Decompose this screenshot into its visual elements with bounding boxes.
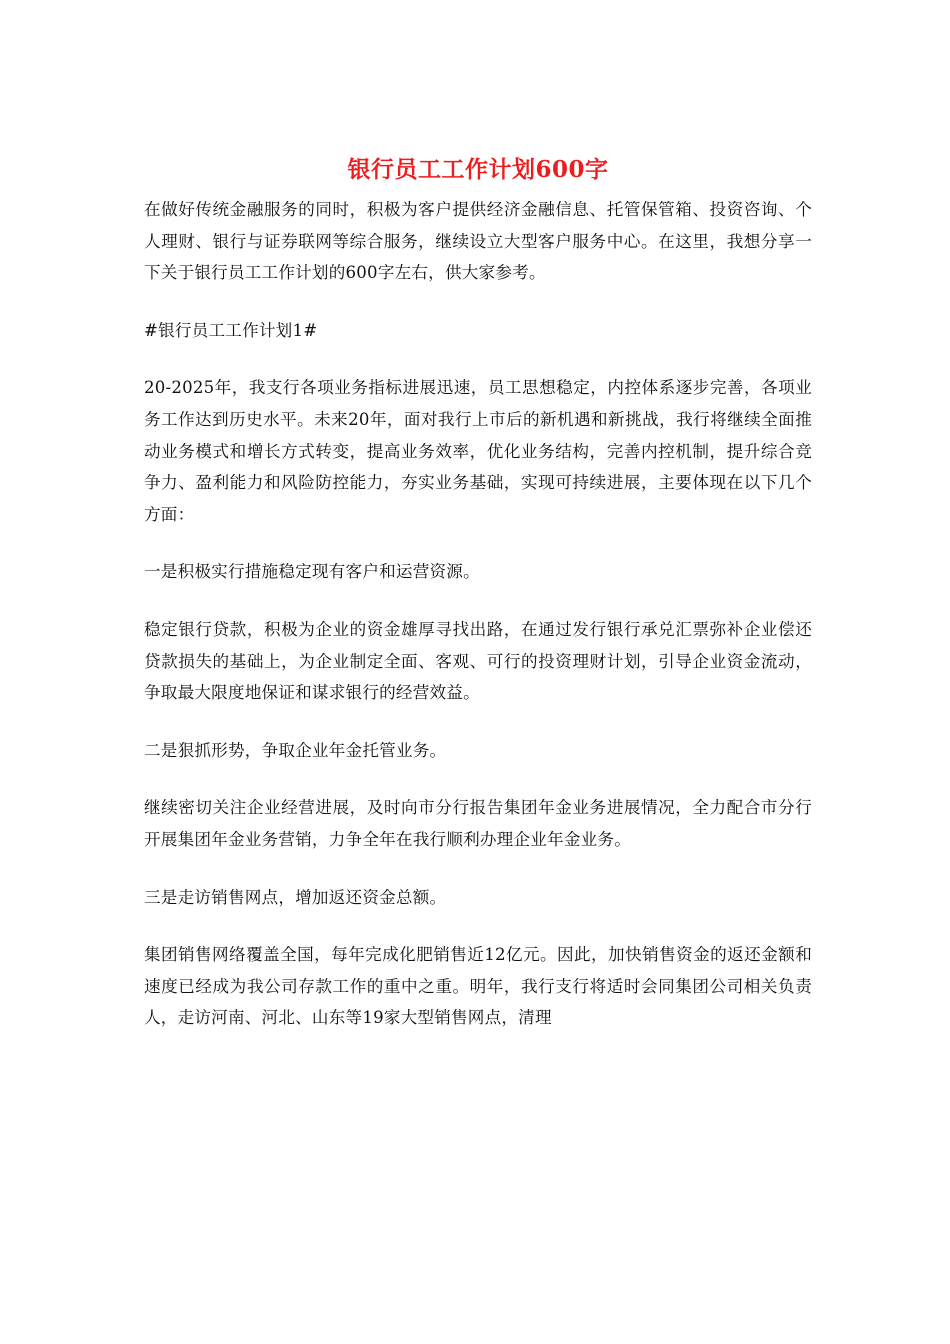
intro-paragraph: 在做好传统金融服务的同时，积极为客户提供经济金融信息、托管保管箱、投资咨询、个人理财、银行与证券联网等综合服务，继续设立大型客户服务中心。在这里，我想分享一下关于银行员工工作计划的600字左右，供大家参考。 [144,200,812,283]
document-title: 银行员工工作计划600字 [347,156,609,183]
point-two-paragraph: 继续密切关注企业经营进展，及时向市分行报告集团年金业务进展情况，全力配合市分行开展集团年金业务营销，力争全年在我行顺利办理企业年金业务。 [144,798,812,849]
point-three-paragraph: 集团销售网络覆盖全国，每年完成化肥销售近12亿元。因此，加快销售资金的返还金额和速度已经成为我公司存款工作的重中之重。明年，我行支行将适时会同集团公司相关负责人，走访河南、河北、山东等19家大型销售网点，清理 [144,945,812,1028]
point-one-heading: 一是积极实行措施稳定现有客户和运营资源。 [144,562,480,582]
point-two-heading: 二是狠抓形势，争取企业年金托管业务。 [144,740,447,760]
point-three-heading: 三是走访销售网点，增加返还资金总额。 [144,887,447,907]
document-content [144,150,812,1034]
section-heading-plan-1: #银行员工工作计划1# [144,320,318,340]
point-one-paragraph: 稳定银行贷款，积极为企业的资金雄厚寻找出路，在通过发行银行承兑汇票弥补企业偿还贷款损失的基础上，为企业制定全面、客观、可行的投资理财计划，引导企业资金流动，争取最大限度地保证和谋求银行的经营效益。 [144,619,812,703]
overview-paragraph: 20-2025年，我支行各项业务指标进展迅速，员工思想稳定，内控体系逐步完善，各项业务工作达到历史水平。未来20年，面对我行上市后的新机遇和新挑战，我行将继续全面推动业务模式和增长方式转变，提高业务效率，优化业务结构，完善内控机制，提升综合竞争力、盈利能力和风险防控能力，夯实业务基础，实现可持续进展，主要体现在以下几个方面： [144,378,812,524]
